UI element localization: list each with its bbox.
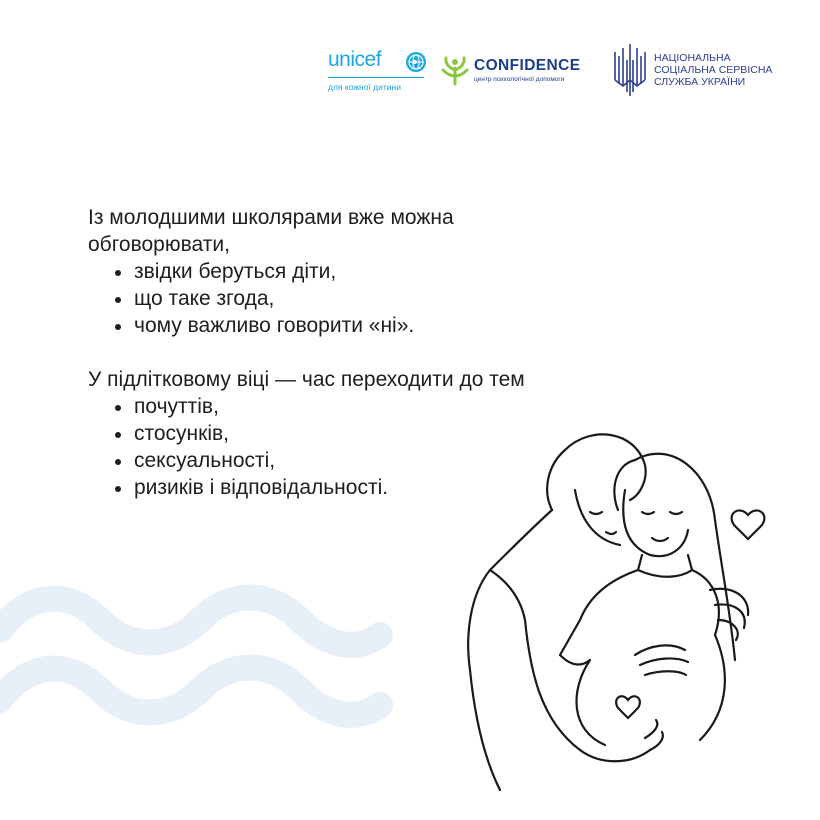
confidence-tagline: центр психологічної допомоги: [474, 76, 565, 83]
nss-line-1: НАЦІОНАЛЬНА: [654, 52, 731, 64]
list-item: що таке згода,: [88, 285, 728, 312]
list-item: чому важливо говорити «ні».: [88, 312, 728, 339]
couple-illustration: [430, 420, 790, 800]
block1-intro-line1: Із молодшими школярами вже можна: [88, 206, 454, 229]
block-younger-schoolchildren: [88, 204, 728, 339]
nss-line-3: СЛУЖБА УКРАЇНИ: [654, 76, 746, 88]
unicef-wordmark: unicef: [328, 48, 382, 71]
block1-list: [88, 258, 728, 339]
list-item: стосунків,: [88, 420, 728, 447]
list-item: ризиків і відповідальності.: [88, 474, 728, 501]
unicef-tagline: для кожної дитини: [328, 82, 401, 92]
list-item: сексуальності,: [88, 447, 728, 474]
list-item: звідки беруться діти,: [88, 258, 728, 285]
list-item: почуттів,: [88, 393, 728, 420]
trident-emblem-icon: [612, 40, 648, 98]
confidence-wordmark: CONFIDENCE: [474, 57, 581, 74]
unicef-underline: [328, 77, 424, 78]
decorative-waves: [0, 560, 400, 730]
block2-intro: У підлітковому віці — час переходити до тем: [88, 368, 525, 391]
heart-icon: [732, 510, 765, 539]
block1-intro-line2: обговорювати,: [88, 233, 230, 256]
heart-icon: [616, 696, 640, 718]
nss-line-2: СОЦІАЛЬНА СЕРВІСНА: [654, 64, 773, 76]
confidence-sprout-icon: [440, 54, 470, 86]
globe-icon: [404, 50, 428, 74]
nss-name: [654, 52, 772, 88]
